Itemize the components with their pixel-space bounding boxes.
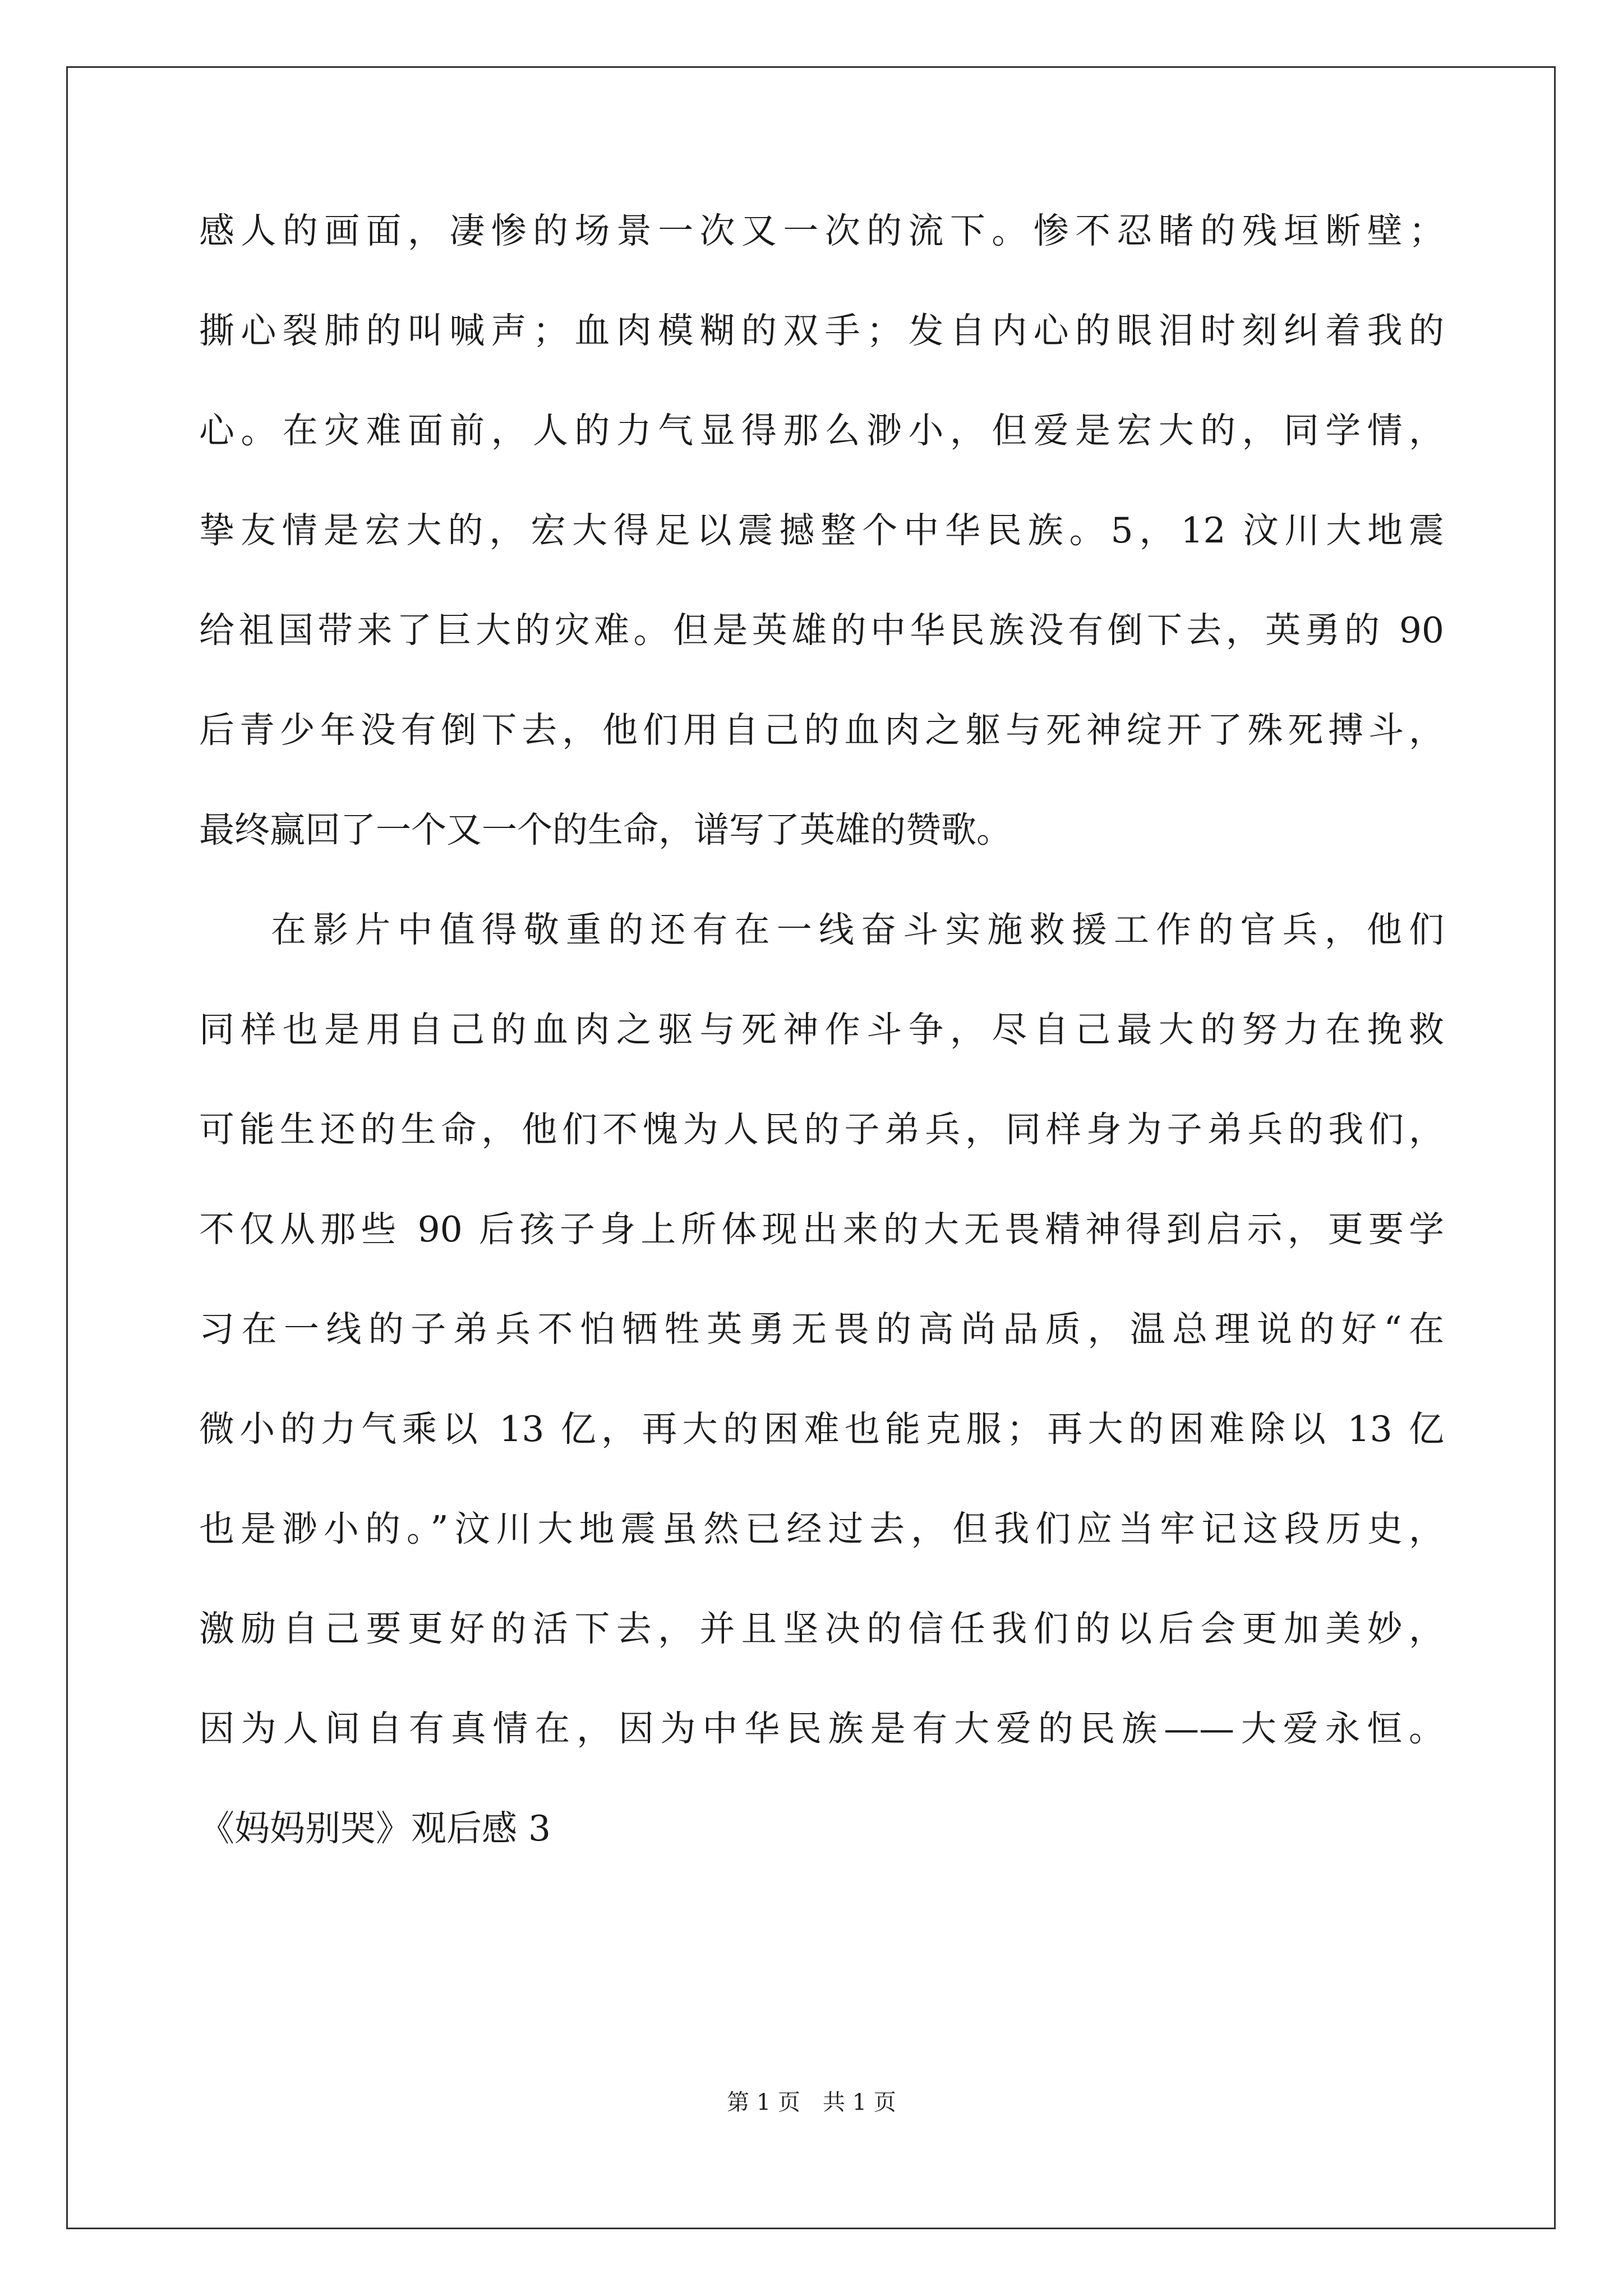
- text-line: 心。在灾难面前，人的力气显得那么渺小，但爱是宏大的，同学情，: [199, 410, 1444, 451]
- text-line: 最终赢回了一个又一个的生命，谱写了英雄的赞歌。: [199, 809, 1012, 850]
- text-line: 后青少年没有倒下去，他们用自己的血肉之躯与死神绽开了殊死搏斗，: [199, 710, 1444, 751]
- page-number-footer: 第 1 页 共 1 页: [727, 2090, 896, 2115]
- text-line: 微小的力气乘以 13 亿，再大的困难也能克服；再大的困难除以 13 亿: [199, 1409, 1444, 1450]
- text-line: 挚友情是宏大的，宏大得足以震撼整个中华民族。5，12 汶川大地震: [199, 510, 1444, 551]
- text-line: 同样也是用自己的血肉之驱与死神作斗争，尽自己最大的努力在挽救: [199, 1009, 1444, 1050]
- text-line: 给祖国带来了巨大的灾难。但是英雄的中华民族没有倒下去，英勇的 90: [199, 610, 1444, 651]
- text-line: 也是渺小的。”汶川大地震虽然已经过去，但我们应当牢记这段历史，: [199, 1508, 1444, 1549]
- text-line: 在影片中值得敬重的还有在一线奋斗实施救援工作的官兵，他们: [271, 909, 1444, 950]
- text-line: 因为人间自有真情在，因为中华民族是有大爱的民族——大爱永恒。: [199, 1708, 1444, 1749]
- paragraph-1: [199, 210, 1444, 850]
- text-line: 撕心裂肺的叫喊声；血肉模糊的双手；发自内心的眼泪时刻纠着我的: [199, 310, 1444, 351]
- text-line: 感人的画面，凄惨的场景一次又一次的流下。惨不忍睹的残垣断壁；: [199, 210, 1444, 251]
- text-line: 习在一线的子弟兵不怕牺牲英勇无畏的高尚品质，温总理说的好“在: [199, 1309, 1444, 1350]
- section-heading: 《妈妈别哭》观后感 3: [199, 1808, 551, 1849]
- text-line: 可能生还的生命，他们不愧为人民的子弟兵，同样身为子弟兵的我们，: [199, 1109, 1444, 1150]
- text-line: 不仅从那些 90 后孩子身上所体现出来的大无畏精神得到启示，更要学: [199, 1209, 1444, 1250]
- document-body: [199, 210, 1444, 1849]
- text-line: 激励自己要更好的活下去，并且坚决的信任我们的以后会更加美妙，: [199, 1608, 1444, 1649]
- paragraph-2: [199, 909, 1444, 1749]
